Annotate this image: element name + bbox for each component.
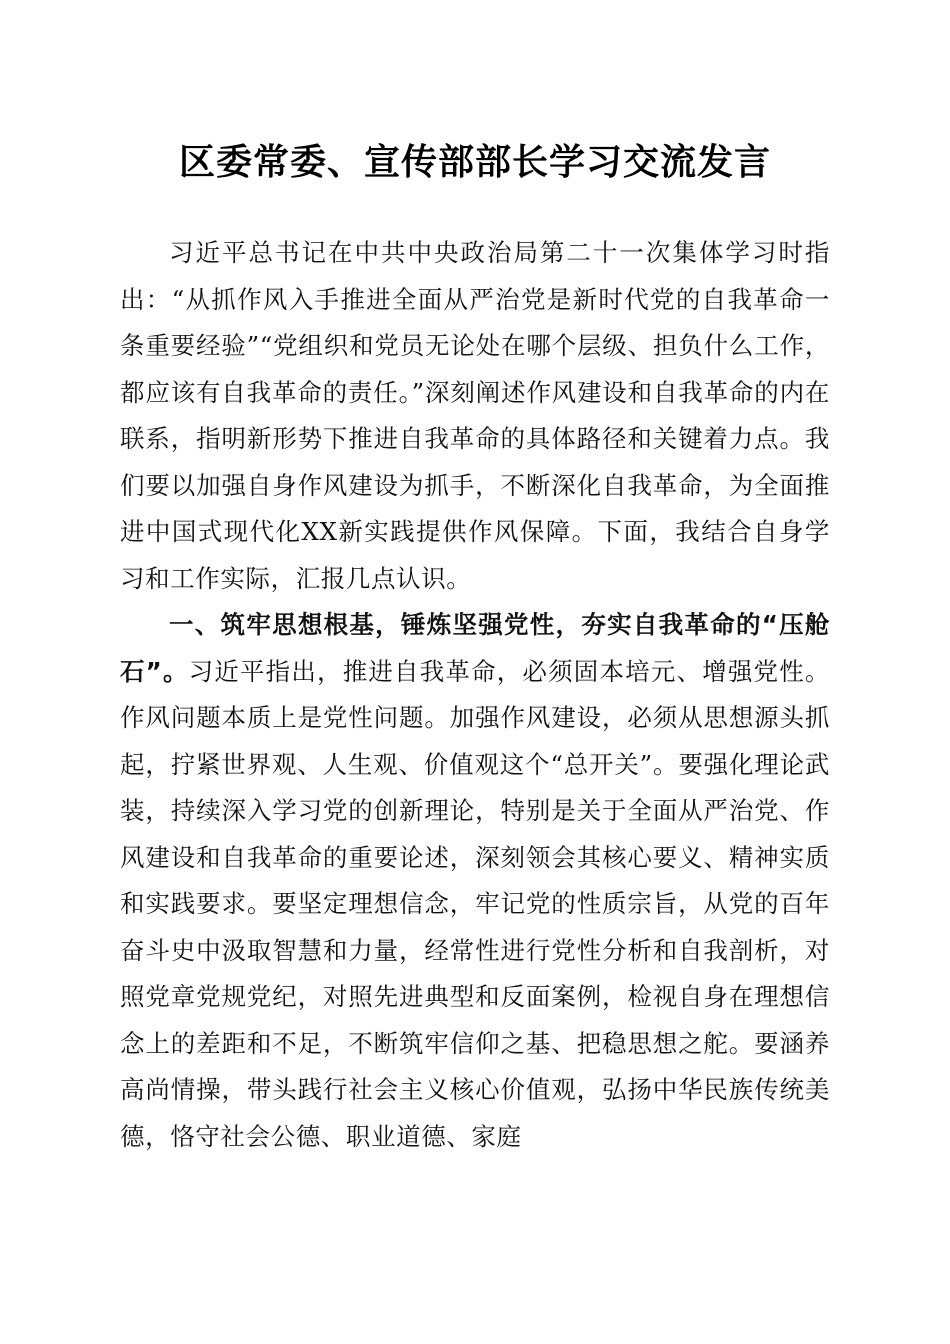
intro-paragraph xyxy=(120,230,830,602)
intro-paragraph-text: 习近平总书记在中共中央政治局第二十一次集体学习时指出：“从抓作风入手推进全面从严治党是新时代党的自我革命一条重要经验”“党组织和党员无论处在哪个层级、担负什么工作，都应该有自我革命的责任。”深刻阐述作风建设和自我革命的内在联系，指明新形势下推进自我革命的具体路径和关键着力点。我们要以加强自身作风建设为抓手，不断深化自我革命，为全面推进中国式现代化XX新实践提供作风保障。下面，我结合自身学习和工作实际，汇报几点认识。 xyxy=(120,238,830,593)
document-title: 区委常委、宣传部部长学习交流发言 xyxy=(178,141,771,183)
section-one-paragraph xyxy=(120,602,830,1160)
document-body xyxy=(120,230,830,1160)
section-one-text: 习近平指出，推进自我革命，必须固本培元、增强党性。作风问题本质上是党性问题。加强作风建设，必须从思想源头抓起，拧紧世界观、人生观、价值观这个“总开关”。要强化理论武装，持续深入学习党的创新理论，特别是关于全面从严治党、作风建设和自我革命的重要论述，深刻领会其核心要义、精神实质和实践要求。要坚定理想信念，牢记党的性质宗旨，从党的百年奋斗史中汲取智慧和力量，经常性进行党性分析和自我剖析，对照党章党规党纪，对照先进典型和反面案例，检视自身在理想信念上的差距和不足，不断筑牢信仰之基、把稳思想之舵。要涵养高尚情操，带头践行社会主义核心价值观，弘扬中华民族传统美德，恪守社会公德、职业道德、家庭 xyxy=(120,656,830,1151)
section-one-heading: 一、筑牢思想根基，锤炼坚强党性，夯实自我革命的“压舱石”。 xyxy=(120,610,830,686)
